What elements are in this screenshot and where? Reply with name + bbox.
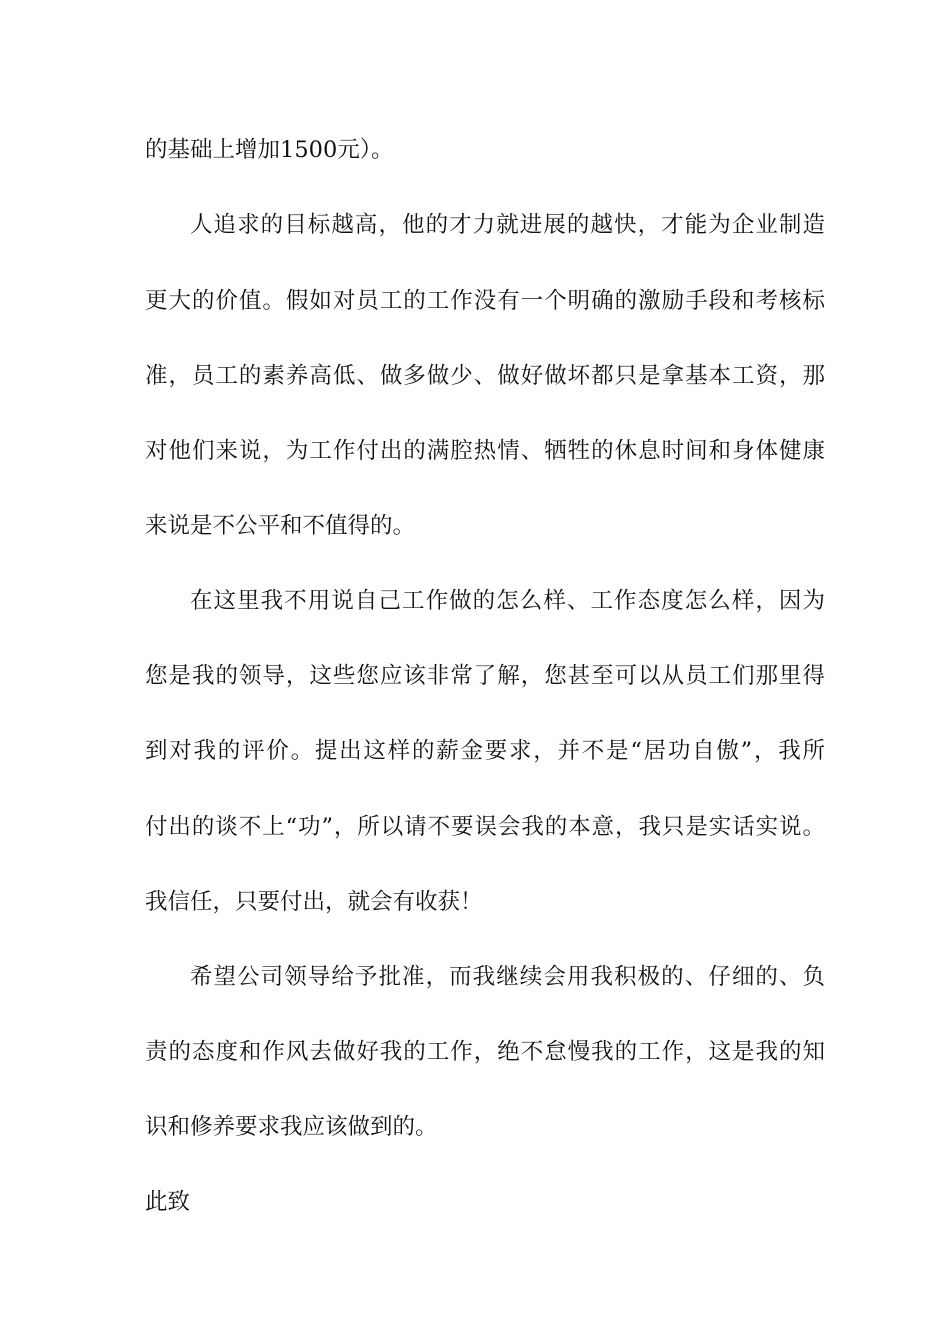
paragraph-line: 更大的价值。假如对员工的工作没有一个明确的激励手段和考核标 [145,288,825,314]
paragraph-line: 到对我的评价。提出这样的薪金要求，并不是“居功自傲”，我所 [145,738,825,764]
paragraph-line: 您是我的领导，这些您应该非常了解，您甚至可以从员工们那里得 [145,663,825,689]
paragraph-line: 在这里我不用说自己工作做的怎么样、工作态度怎么样，因为 [190,588,825,614]
paragraph-line: 责的态度和作风去做好我的工作，绝不怠慢我的工作，这是我的知 [145,1039,825,1065]
paragraph-line: 付出的谈不上“功”，所以请不要误会我的本意，我只是实话实说。 [145,814,825,840]
closing-salutation: 此致 [145,1189,191,1215]
paragraph-line: 准，员工的素养高低、做多做少、做好做坏都只是拿基本工资，那 [145,363,825,389]
paragraph-line: 人追求的目标越高，他的才力就进展的越快，才能为企业制造 [190,212,825,238]
paragraph-line: 来说是不公平和不值得的。 [145,513,416,539]
paragraph-line: 希望公司领导给予批准，而我继续会用我积极的、仔细的、负 [190,964,825,990]
paragraph-line: 的基础上增加1500元）。 [145,137,394,163]
paragraph-line: 对他们来说，为工作付出的满腔热情、牺牲的休息时间和身体健康 [145,438,825,464]
paragraph-line: 我信任，只要付出，就会有收获！ [145,889,483,915]
paragraph-line: 识和修养要求我应该做到的。 [145,1114,438,1140]
